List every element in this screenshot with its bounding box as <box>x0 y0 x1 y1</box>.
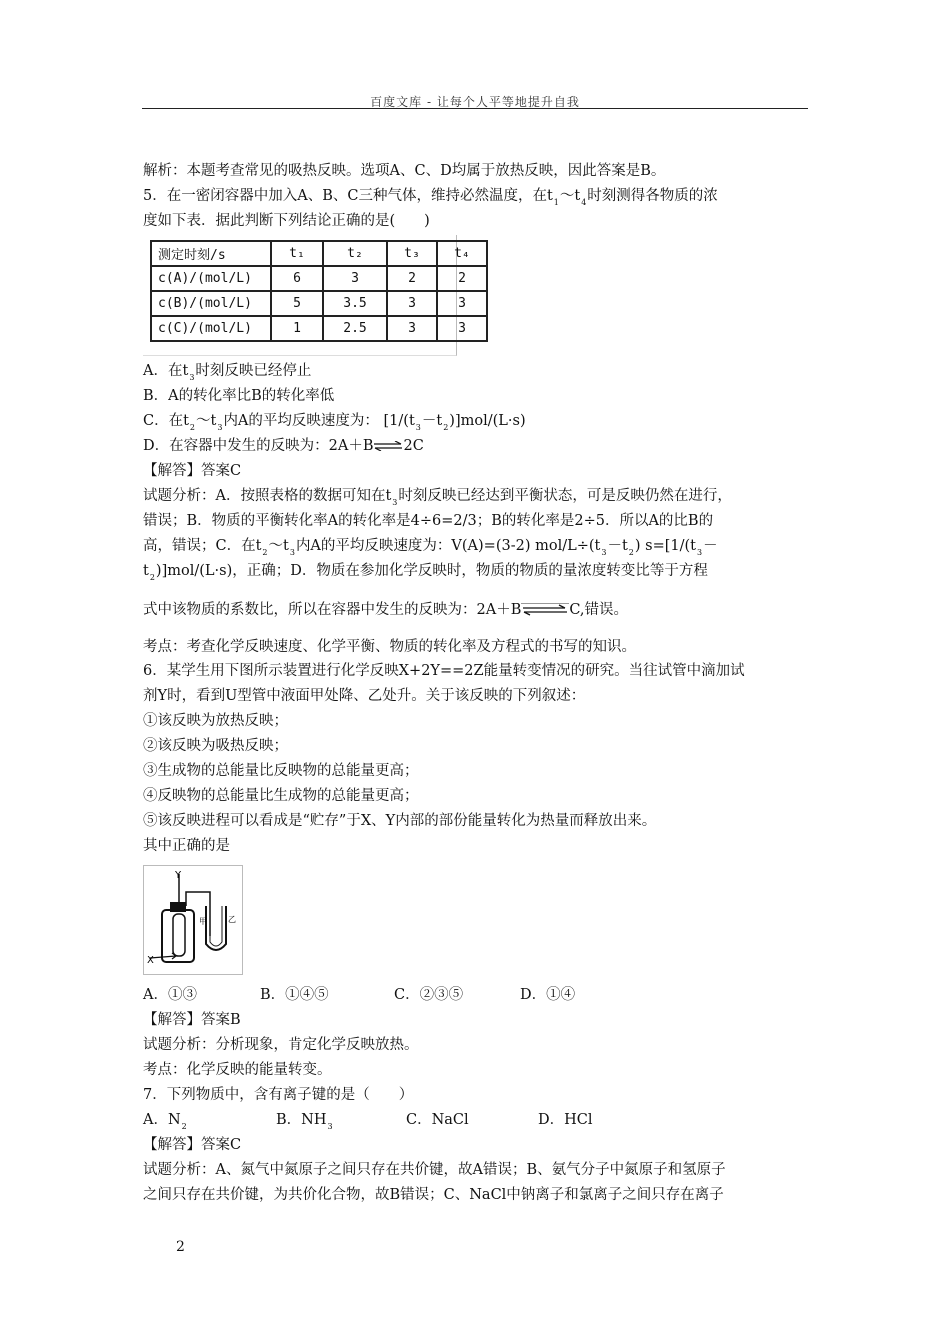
q6-stem-line-2: 剂Y时，看到U型管中液面甲处降、乙处升。关于该反映的下列叙述： <box>143 688 586 704</box>
q6-item-3: ③生成物的总能量比反映物的总能量更高； <box>143 763 419 779</box>
option-d: D．①④ <box>520 987 576 1003</box>
q5-option-a <box>143 361 311 383</box>
option-text: 内A的平均反映速度为： [1/(t <box>223 413 415 429</box>
label-y: Y <box>175 870 182 881</box>
table-row <box>151 316 487 341</box>
q6-answer: 【解答】答案B <box>143 1012 241 1028</box>
table-cell: 6 <box>271 266 323 291</box>
subscript: 4 <box>581 198 587 207</box>
table-cell: 5 <box>271 291 323 316</box>
q5-analysis-line-5 <box>143 600 628 620</box>
subscript: 1 <box>553 198 559 207</box>
analysis-text: C,错误。 <box>569 602 629 618</box>
subscript: 3 <box>696 548 703 557</box>
concentration-table <box>150 240 488 342</box>
q6-kaodian: 考点：化学反映的能量转变。 <box>143 1062 332 1078</box>
analysis-text: － <box>703 538 718 554</box>
q5-analysis-line-3 <box>143 536 718 558</box>
header-rule <box>142 108 808 109</box>
table-header-cell: t₂ <box>323 241 387 266</box>
q4-analysis: 解析：本题考查常见的吸热反映。选项A、C、D均属于放热反映，因此答案是B。 <box>143 163 666 179</box>
table-row <box>151 291 487 316</box>
option-text: D．在容器中发生的反映为：2A＋B <box>143 438 374 454</box>
page-header: 百度文库 - 让每个人平等地提升自我 <box>370 95 580 109</box>
q7-analysis-line-2: 之间只存在共价键，为共价化合物，故B错误；C、NaCl中钠离子和氯离子之间只存在离子 <box>143 1187 724 1203</box>
analysis-text: 式中该物质的系数比，所以在容器中发生的反映为：2A＋B <box>143 602 522 618</box>
subscript: 2 <box>628 548 634 557</box>
q5-option-b: B．A的转化率比B的转化率低 <box>143 388 335 404</box>
table-cell: 2.5 <box>323 316 387 341</box>
q7-stem: 7．下列物质中，含有离子键的是（ ） <box>143 1087 414 1103</box>
equilibrium-arrow-icon <box>521 603 569 617</box>
analysis-text: t <box>143 563 149 579</box>
table-header-row <box>151 241 487 266</box>
label-x: X <box>147 955 154 966</box>
subscript: 2 <box>262 548 268 557</box>
q5-kaodian: 考点：考查化学反映速度、化学平衡、物质的转化率及方程式的书写的知识。 <box>143 639 636 655</box>
option-text: 2C <box>403 438 424 454</box>
option-c: C．NaCl <box>406 1112 469 1128</box>
subscript: 3 <box>392 498 398 507</box>
option-text: )]mol/(L·s) <box>449 413 526 429</box>
analysis-text: －t <box>607 538 628 554</box>
table-header-cell: t₁ <box>271 241 323 266</box>
q5-option-c <box>143 411 526 433</box>
option-a: A．N <box>143 1112 181 1128</box>
q5-option-d <box>143 436 424 456</box>
analysis-text: 时刻反映已经达到平衡状态，可是反映仍然在进行， <box>398 488 732 504</box>
q5-analysis-line-4 <box>143 561 708 583</box>
subscript: 3 <box>289 548 295 557</box>
table-header-cell: t₄ <box>437 241 487 266</box>
table-cell: c(C)/(mol/L) <box>151 316 271 341</box>
analysis-text: 内A的平均反映速度为：V(A)=(3-2) mol/L÷(t <box>295 538 601 554</box>
subscript: 2 <box>189 423 196 432</box>
subscript: 3 <box>189 373 195 382</box>
u-tube-apparatus-diagram <box>143 865 243 975</box>
table-cell: 3 <box>437 291 487 316</box>
label-yi: 乙 <box>228 915 236 924</box>
subscript: 3 <box>415 423 421 432</box>
table-row <box>151 266 487 291</box>
table-cell: 3 <box>437 316 487 341</box>
table-cell: 3.5 <box>323 291 387 316</box>
analysis-text: )]mol/(L·s)，正确；D．物质在参加化学反映时，物质的物质的量浓度转变比等于方程 <box>155 563 708 579</box>
q7-options <box>143 1110 593 1132</box>
option-c: C．②③⑤ <box>394 987 464 1003</box>
option-b <box>276 1110 334 1132</box>
subscript: 2 <box>443 423 449 432</box>
analysis-text: 试题分析：A．按照表格的数据可知在t <box>143 488 392 504</box>
option-text: ～t <box>196 413 217 429</box>
q7-answer: 【解答】答案C <box>143 1137 242 1153</box>
subscript: 2 <box>181 1122 187 1131</box>
label-jia: 甲 <box>199 917 207 926</box>
table-cell: 2 <box>437 266 487 291</box>
q5-stem-text: 5．在一密闭容器中加入A、B、C三种气体，维持必然温度，在t <box>143 188 553 204</box>
subscript: 3 <box>217 423 223 432</box>
page-number: 2 <box>176 1239 185 1255</box>
q5-stem-line-2: 度如下表．据此判断下列结论正确的是( ) <box>143 213 430 229</box>
option-text: 时刻反映已经停止 <box>195 363 312 379</box>
analysis-text: ) s=[1/(t <box>634 538 696 554</box>
q6-item-5: ⑤该反映进程可以看成是“贮存”于X、Y内部的部份能量转化为热量而释放出来。 <box>143 813 657 829</box>
equilibrium-arrow-icon <box>373 441 403 451</box>
q5-analysis-line-2: 错误；B．物质的平衡转化率A的转化率是4÷6=2/3；B的转化率是2÷5．所以A的比B的 <box>143 513 714 529</box>
subscript: 2 <box>149 573 155 582</box>
q5-stem-text: 时刻测得各物质的浓 <box>587 188 718 204</box>
table-cell: 3 <box>323 266 387 291</box>
analysis-text: 高，错误；C．在t <box>143 538 262 554</box>
option-text: C．在t <box>143 413 189 429</box>
q6-item-1: ①该反映为放热反映； <box>143 713 288 729</box>
table-cell: 2 <box>387 266 437 291</box>
subscript: 3 <box>327 1122 333 1131</box>
table-cell: c(B)/(mol/L) <box>151 291 271 316</box>
q6-stem-line-1: 6．某学生用下图所示装置进行化学反映X+2Y==2Z能量转变情况的研究。当往试管中滴加试 <box>143 663 745 679</box>
option-b: B．①④⑤ <box>260 987 329 1003</box>
q6-item-2: ②该反映为吸热反映； <box>143 738 288 754</box>
q5-stem-line-1 <box>143 186 718 208</box>
option-text: B．NH <box>276 1112 327 1128</box>
q5-analysis-line-1 <box>143 486 732 508</box>
q6-stem-line-3: 其中正确的是 <box>143 838 230 854</box>
q6-options <box>143 985 576 1005</box>
q6-item-4: ④反映物的总能量比生成物的总能量更高； <box>143 788 419 804</box>
option-d: D．HCl <box>538 1112 593 1128</box>
analysis-text: ～t <box>268 538 289 554</box>
option-text: －t <box>421 413 443 429</box>
q5-stem-text: ～t <box>559 188 581 204</box>
table-header-cell: t₃ <box>387 241 437 266</box>
q6-analysis: 试题分析：分析现象，肯定化学反映放热。 <box>143 1037 419 1053</box>
q5-answer: 【解答】答案C <box>143 463 242 479</box>
q7-analysis-line-1: 试题分析：A、氮气中氮原子之间只存在共价键，故A错误；B、氨气分子中氮原子和氢原子 <box>143 1162 726 1178</box>
table-cell: 1 <box>271 316 323 341</box>
option-a: A．①③ <box>143 987 197 1003</box>
table-cell: 3 <box>387 291 437 316</box>
subscript: 3 <box>601 548 607 557</box>
table-cell: c(A)/(mol/L) <box>151 266 271 291</box>
option-text: A．在t <box>143 363 189 379</box>
table-header-cell: 测定时刻/s <box>151 241 271 266</box>
table-cell: 3 <box>387 316 437 341</box>
